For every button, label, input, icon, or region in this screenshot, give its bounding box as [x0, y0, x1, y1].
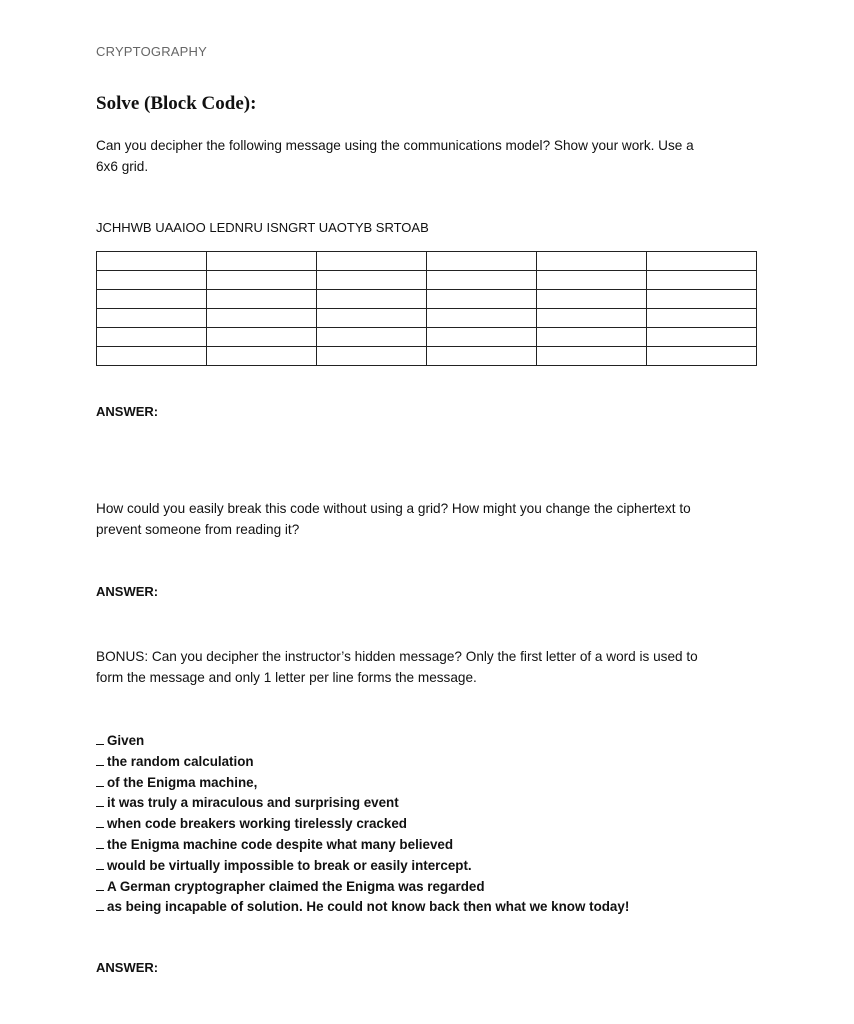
- hidden-message-line: [96, 752, 629, 773]
- grid-cell[interactable]: [427, 309, 537, 328]
- grid-cell[interactable]: [537, 309, 647, 328]
- hidden-message-line: [96, 897, 629, 918]
- letter-blank[interactable]: [96, 857, 104, 870]
- hidden-message-list: [96, 731, 629, 918]
- grid-cell[interactable]: [427, 290, 537, 309]
- hidden-message-text: would be virtually impossible to break or easily intercept.: [107, 857, 472, 873]
- grid-cell[interactable]: [647, 252, 757, 271]
- question-2: [96, 498, 756, 540]
- grid-cell[interactable]: [427, 328, 537, 347]
- letter-blank[interactable]: [96, 732, 104, 745]
- page-header: CRYPTOGRAPHY: [96, 44, 208, 59]
- grid-cell[interactable]: [207, 290, 317, 309]
- bonus-question: [96, 646, 756, 688]
- bonus-line: form the message and only 1 letter per line forms the message.: [96, 670, 477, 685]
- grid-cell[interactable]: [207, 347, 317, 366]
- grid-row: [97, 290, 757, 309]
- grid-row: [97, 252, 757, 271]
- grid-cell[interactable]: [537, 347, 647, 366]
- grid-cell[interactable]: [97, 328, 207, 347]
- grid-cell[interactable]: [427, 271, 537, 290]
- decipher-grid: [96, 251, 757, 366]
- hidden-message-text: when code breakers working tirelessly cracked: [107, 816, 407, 832]
- question-2-line: prevent someone from reading it?: [96, 522, 300, 537]
- letter-blank[interactable]: [96, 898, 104, 911]
- hidden-message-line: [96, 814, 629, 835]
- hidden-message-text: the Enigma machine code despite what many believed: [107, 836, 454, 852]
- ciphertext: JCHHWB UAAIOO LEDNRU ISNGRT UAOTYB SRTOAB: [96, 220, 429, 235]
- grid-cell[interactable]: [537, 271, 647, 290]
- question-1: [96, 135, 756, 177]
- grid-cell[interactable]: [207, 252, 317, 271]
- bonus-line: BONUS: Can you decipher the instructor’s hidden message? Only the first letter of a word is used to: [96, 649, 698, 664]
- section-title: Solve (Block Code):: [96, 93, 257, 114]
- letter-blank[interactable]: [96, 794, 104, 807]
- grid-cell[interactable]: [537, 328, 647, 347]
- answer-label-1: ANSWER:: [96, 404, 159, 419]
- hidden-message-line: [96, 835, 629, 856]
- hidden-message-line: [96, 793, 629, 814]
- question-1-line: 6x6 grid.: [96, 159, 149, 174]
- hidden-message-line: [96, 731, 629, 752]
- letter-blank[interactable]: [96, 774, 104, 787]
- grid-cell[interactable]: [97, 290, 207, 309]
- grid-cell[interactable]: [97, 309, 207, 328]
- grid-cell[interactable]: [97, 347, 207, 366]
- answer-label-2: ANSWER:: [96, 584, 159, 599]
- grid-cell[interactable]: [647, 271, 757, 290]
- grid-cell[interactable]: [317, 290, 427, 309]
- grid-cell[interactable]: [317, 271, 427, 290]
- grid-cell[interactable]: [537, 252, 647, 271]
- grid-cell[interactable]: [207, 309, 317, 328]
- hidden-message-text: of the Enigma machine,: [107, 774, 258, 790]
- grid-cell[interactable]: [317, 328, 427, 347]
- grid-cell[interactable]: [647, 290, 757, 309]
- letter-blank[interactable]: [96, 836, 104, 849]
- grid-cell[interactable]: [207, 328, 317, 347]
- grid-row: [97, 309, 757, 328]
- hidden-message-line: [96, 877, 629, 898]
- hidden-message-text: the random calculation: [107, 753, 254, 769]
- answer-label-3: ANSWER:: [96, 960, 159, 975]
- grid-cell[interactable]: [97, 271, 207, 290]
- grid-cell[interactable]: [427, 252, 537, 271]
- grid-cell[interactable]: [427, 347, 537, 366]
- hidden-message-text: as being incapable of solution. He could not know back then what we know today!: [107, 899, 630, 915]
- grid-cell[interactable]: [317, 309, 427, 328]
- grid-row: [97, 347, 757, 366]
- grid-cell[interactable]: [97, 252, 207, 271]
- grid-cell[interactable]: [317, 252, 427, 271]
- question-2-line: How could you easily break this code without using a grid? How might you change the ciphertext to: [96, 501, 691, 516]
- grid-cell[interactable]: [647, 347, 757, 366]
- letter-blank[interactable]: [96, 815, 104, 828]
- grid-cell[interactable]: [537, 290, 647, 309]
- grid-cell[interactable]: [647, 328, 757, 347]
- hidden-message-text: A German cryptographer claimed the Enigma was regarded: [107, 878, 485, 894]
- grid-cell[interactable]: [647, 309, 757, 328]
- hidden-message-line: [96, 773, 629, 794]
- hidden-message-text: Given: [107, 733, 145, 748]
- grid-row: [97, 328, 757, 347]
- question-1-line: Can you decipher the following message using the communications model? Show your work. Use a: [96, 138, 694, 153]
- letter-blank[interactable]: [96, 878, 104, 891]
- grid-cell[interactable]: [207, 271, 317, 290]
- hidden-message-text: it was truly a miraculous and surprising event: [107, 795, 399, 811]
- letter-blank[interactable]: [96, 753, 104, 766]
- grid-row: [97, 271, 757, 290]
- hidden-message-line: [96, 856, 629, 877]
- grid-cell[interactable]: [317, 347, 427, 366]
